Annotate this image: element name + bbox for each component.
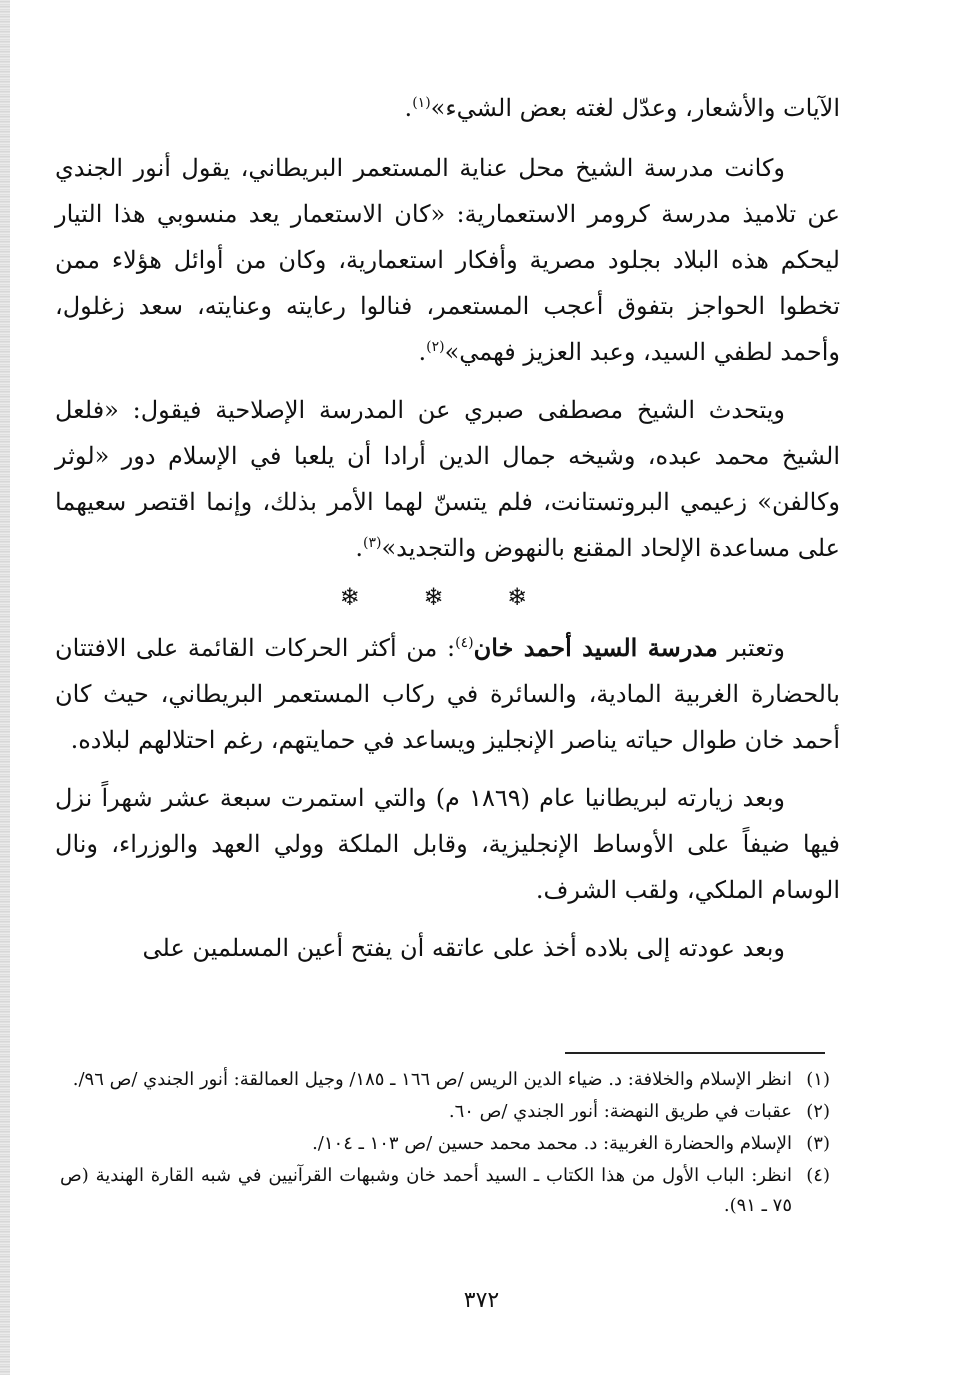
paragraph-3-end: . — [355, 534, 363, 562]
paragraph-1-text: الآيات والأشعار، وعدّل لغته بعض الشيء» — [430, 94, 840, 122]
footnote-ref-4: (٤) — [455, 635, 474, 651]
footnote-ref-3: (٣) — [362, 535, 382, 551]
footnote-2-text: عقبات في طريق النهضة: أنور الجندي /ص ٦٠. — [448, 1101, 792, 1122]
paragraph-4-text: : من أكثر الحركات القائمة على الافتتان بالحضارة الغربية المادية، والسائرة في ركاب المستعمر البريطاني، حيث كان أحمد خان طوال حياته يناصر الإنجليز ويساعد في حمايتهم، رغم احتلالهم لبلاده. — [55, 634, 840, 754]
footnote-ref-1: (١) — [412, 95, 431, 111]
paragraph-6-text: وبعد عودته إلى بلاده أخذ على عاتقه أن يفتح أعين المسلمين على — [142, 934, 785, 962]
paragraph-2-end: . — [418, 338, 427, 366]
footnote-4 — [60, 1161, 830, 1221]
footnote-4-number: (٤) — [806, 1165, 830, 1186]
scan-edge — [0, 0, 10, 1375]
paragraph-2 — [55, 145, 840, 375]
footnote-3-text: الإسلام والحضارة الغربية: د. محمد محمد حسين /ص ١٠٣ ـ ١٠٤/. — [312, 1133, 792, 1154]
paragraph-3 — [55, 387, 840, 571]
footnote-divider — [565, 1052, 825, 1054]
paragraph-4-bold-title: مدرسة السيد أحمد خان — [473, 633, 718, 662]
footnote-4-text: انظر: الباب الأول من هذا الكتاب ـ السيد أحمد خان وشبهات القرآنيين في شبه القارة الهندية (ص ٧٥ ـ ٩١). — [60, 1165, 792, 1216]
footnotes — [60, 1065, 830, 1223]
paragraph-1-end: . — [404, 94, 413, 122]
page-body — [55, 85, 840, 983]
footnote-3-number: (٣) — [806, 1133, 830, 1154]
paragraph-4 — [55, 625, 840, 763]
section-separator: ❄ ❄ ❄ — [339, 583, 556, 611]
paragraph-4-lead: وتعتبر — [727, 634, 785, 662]
paragraph-2-text: وكانت مدرسة الشيخ محل عناية المستعمر البريطاني، يقول أنور الجندي عن تلاميذ مدرسة كرومر الاستعمارية: «كان الاستعمار يعد منسوبي هذا التيار ليحكم هذه البلاد بجلود مصرية وأفكار استعمارية، وكان من أوائل هؤلاء ممن تخطوا الحواجز بتفوق أعجب المستعمر، فنالوا رعايته وعنايته، سعد زغلول، وأحمد لطفي السيد، وعبد العزيز فهمي» — [55, 154, 840, 366]
footnote-1-text: انظر الإسلام والخلافة: د. ضياء الدين الريس /ص ١٦٦ ـ ١٨٥/ وجيل العمالقة: أنور الجندي /ص ٩٦/. — [72, 1069, 792, 1090]
paragraph-5-text: وبعد زيارته لبريطانيا عام (١٨٦٩ م) والتي استمرت سبعة عشر شهراً نزل فيها ضيفاً على الأوساط الإنجليزية، وقابل الملكة وولي العهد والوزراء، ونال الوسام الملكي، ولقب الشرف. — [55, 784, 840, 904]
footnote-ref-2: (٢) — [426, 339, 445, 355]
paragraph-3-text: ويتحدث الشيخ مصطفى صبري عن المدرسة الإصلاحية فيقول: «فلعل الشيخ محمد عبده، وشيخه جمال الدين أرادا أن يلعبا في الإسلام دور «لوثر وكالفن» زعيمي البروتستانت، فلم يتسنّ لهما الأمر بذلك، وإنما اقتصر سعيهما على مساعدة الإلحاد المقنع بالنهوض والتجديد» — [55, 396, 840, 562]
footnote-2 — [60, 1097, 830, 1127]
footnote-1-number: (١) — [806, 1069, 830, 1090]
paragraph-1 — [55, 85, 840, 131]
footnote-2-number: (٢) — [806, 1101, 830, 1122]
paragraph-5 — [55, 775, 840, 913]
footnote-3 — [60, 1129, 830, 1159]
paragraph-6 — [55, 925, 840, 971]
page-number: ٣٧٢ — [463, 1288, 500, 1313]
footnote-1 — [60, 1065, 830, 1095]
